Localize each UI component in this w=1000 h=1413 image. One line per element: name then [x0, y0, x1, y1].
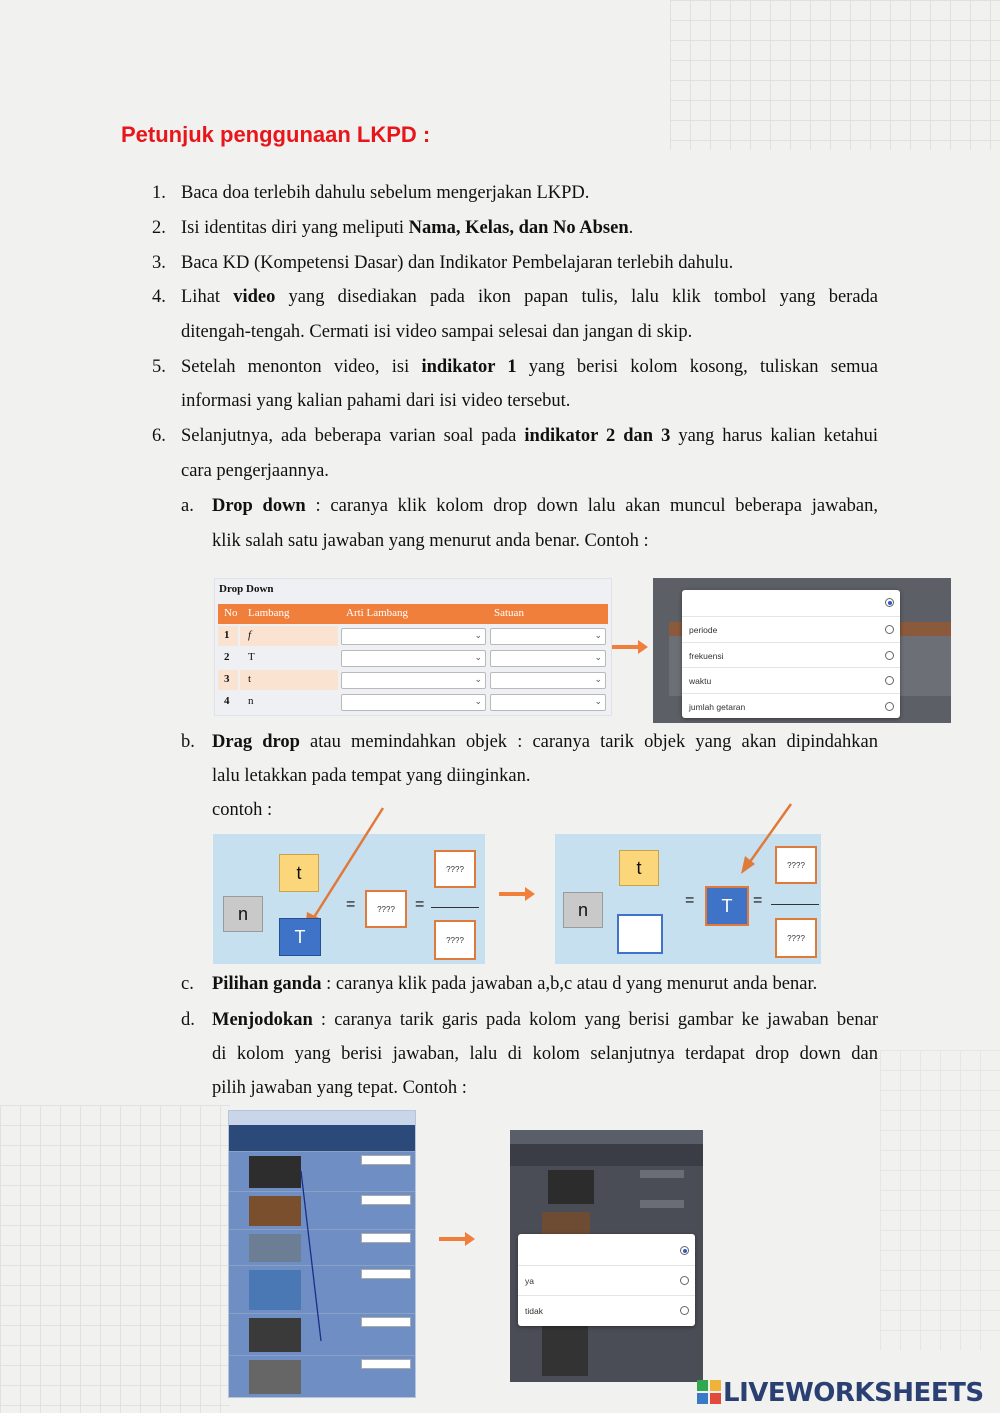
- arti-lambang-select[interactable]: [341, 694, 486, 711]
- matching-option[interactable]: ya: [518, 1265, 695, 1296]
- dropdown-table-row: [218, 648, 608, 668]
- tile-T[interactable]: T: [279, 918, 321, 956]
- sub-item-text: di kolom yang berisi jawaban, lalu di kolom selanjutnya terdapat drop down dan: [212, 1044, 878, 1064]
- row-number: 2: [224, 651, 230, 663]
- arrow-right-icon: [610, 638, 650, 656]
- radio-icon: [680, 1306, 689, 1315]
- step-number: 4.: [152, 287, 166, 307]
- chevron-down-icon: ⌄: [474, 652, 482, 662]
- drop-box-1[interactable]: ????: [365, 890, 407, 928]
- sub-item-letter: d.: [181, 1010, 195, 1030]
- tile-n[interactable]: n: [563, 892, 603, 928]
- page-title: Petunjuk penggunaan LKPD :: [121, 122, 431, 147]
- row-symbol: n: [248, 695, 254, 707]
- row-number: 1: [224, 629, 230, 641]
- sub-item-text: lalu letakkan pada tempat yang diinginkan.: [212, 766, 531, 786]
- tile-n[interactable]: n: [223, 896, 263, 932]
- radio-selected-icon: [680, 1246, 689, 1255]
- matching-example-table: [228, 1110, 416, 1398]
- chevron-down-icon: ⌄: [474, 674, 482, 684]
- tile-T-dropped[interactable]: T: [705, 886, 749, 926]
- dropdown-options-popup: [682, 590, 900, 718]
- radio-icon: [885, 702, 894, 711]
- row-symbol: T: [248, 651, 255, 663]
- arti-lambang-select[interactable]: [341, 628, 486, 645]
- row-symbol: t: [248, 673, 252, 685]
- dropdown-table-row: [218, 670, 608, 690]
- sub-item-text: pilih jawaban yang tepat. Contoh :: [212, 1078, 467, 1098]
- drop-box-denominator[interactable]: ????: [434, 920, 476, 960]
- step-text: Baca doa terlebih dahulu sebelum mengerjakan LKPD.: [181, 183, 590, 203]
- sub-item-text: Drag drop atau memindahkan objek : caranya tarik objek yang akan dipindahkan: [212, 732, 878, 752]
- dropdown-popup-screenshot: [653, 578, 951, 723]
- radio-icon: [885, 625, 894, 634]
- dragdrop-after: t n = T = ???? ????: [555, 834, 821, 964]
- chevron-down-icon: ⌄: [474, 696, 482, 706]
- row-number: 3: [224, 673, 230, 685]
- step-text: Setelah menonton video, isi indikator 1 yang berisi kolom kosong, tuliskan semua: [181, 357, 879, 377]
- sub-item-text: contoh :: [212, 800, 273, 820]
- sub-item-text: Drop down : caranya klik kolom drop down lalu akan muncul beberapa jawaban,: [212, 496, 878, 516]
- radio-selected-icon: [885, 598, 894, 607]
- arrow-right-icon: [437, 1230, 477, 1248]
- row-number: 4: [224, 695, 230, 707]
- header-no: No: [224, 607, 238, 619]
- radio-icon: [680, 1276, 689, 1285]
- sub-item-text: Pilihan ganda : caranya klik pada jawaban a,b,c atau d yang menurut anda benar.: [212, 974, 818, 994]
- step-number: 1.: [152, 183, 166, 203]
- chevron-down-icon: ⌄: [594, 696, 602, 706]
- liveworksheets-logo-icon: [697, 1380, 721, 1404]
- option-empty[interactable]: [518, 1236, 695, 1264]
- row-symbol: f: [248, 629, 252, 641]
- tile-t[interactable]: t: [279, 854, 319, 892]
- header-arti-lambang: Arti Lambang: [346, 607, 409, 619]
- dropdown-table-caption: Drop Down: [219, 583, 274, 595]
- drop-box-denominator[interactable]: ????: [775, 918, 817, 958]
- sub-item-text: Menjodokan : caranya tarik garis pada kolom yang berisi gambar ke jawaban benar: [212, 1010, 878, 1030]
- sub-item-text: klik salah satu jawaban yang menurut anda benar. Contoh :: [212, 531, 649, 551]
- satuan-select[interactable]: [490, 672, 606, 689]
- grid-decoration-right: [880, 1050, 1000, 1350]
- dropdown-option[interactable]: jumlah getaran: [682, 693, 900, 719]
- matching-line: [229, 1111, 415, 1397]
- satuan-select[interactable]: [490, 628, 606, 645]
- dropdown-option[interactable]: periode: [682, 616, 900, 642]
- matching-popup-screenshot: [510, 1130, 703, 1382]
- matching-option[interactable]: tidak: [518, 1295, 695, 1326]
- grid-decoration-bottom: [0, 1105, 230, 1413]
- chevron-down-icon: ⌄: [594, 652, 602, 662]
- arti-lambang-select[interactable]: [341, 650, 486, 667]
- dropdown-table-row: [218, 626, 608, 646]
- chevron-down-icon: ⌄: [594, 674, 602, 684]
- header-lambang: Lambang: [248, 607, 290, 619]
- step-number: 2.: [152, 218, 166, 238]
- step-number: 5.: [152, 357, 166, 377]
- header-satuan: Satuan: [494, 607, 524, 619]
- chevron-down-icon: ⌄: [594, 630, 602, 640]
- step-text: ditengah-tengah. Cermati isi video sampai selesai dan jangan di skip.: [181, 322, 693, 342]
- sub-item-letter: b.: [181, 732, 195, 752]
- dropdown-table-row: [218, 692, 608, 712]
- step-text: Isi identitas diri yang meliputi Nama, Kelas, dan No Absen.: [181, 218, 634, 238]
- tile-t[interactable]: t: [619, 850, 659, 886]
- dropdown-option[interactable]: frekuensi: [682, 642, 900, 668]
- sub-item-letter: a.: [181, 496, 194, 516]
- satuan-select[interactable]: [490, 694, 606, 711]
- step-number: 3.: [152, 253, 166, 273]
- dragdrop-before: t n T = ???? = ???? ????: [213, 834, 485, 964]
- liveworksheets-logo: LIVEWORKSHEETS: [697, 1378, 984, 1408]
- arti-lambang-select[interactable]: [341, 672, 486, 689]
- chevron-down-icon: ⌄: [474, 630, 482, 640]
- matching-options-popup: [518, 1234, 695, 1326]
- drop-box-numerator[interactable]: ????: [775, 846, 817, 884]
- step-text: Selanjutnya, ada beberapa varian soal pada indikator 2 dan 3 yang harus kalian ketahui: [181, 426, 879, 446]
- step-number: 6.: [152, 426, 166, 446]
- dropdown-table-header: [218, 604, 608, 624]
- radio-icon: [885, 651, 894, 660]
- step-text: informasi yang kalian pahami dari isi video tersebut.: [181, 391, 571, 411]
- satuan-select[interactable]: [490, 650, 606, 667]
- drop-box-numerator[interactable]: ????: [434, 850, 476, 888]
- radio-icon: [885, 676, 894, 685]
- option-empty[interactable]: [682, 590, 900, 615]
- arrow-right-icon: [497, 885, 537, 903]
- dropdown-option[interactable]: waktu: [682, 667, 900, 693]
- grid-decoration-top: [670, 0, 1000, 150]
- empty-slot[interactable]: [617, 914, 663, 954]
- dropdown-example-table: [214, 578, 612, 716]
- step-text: cara pengerjaannya.: [181, 461, 329, 481]
- sub-item-letter: c.: [181, 974, 194, 994]
- step-text: Baca KD (Kompetensi Dasar) dan Indikator Pembelajaran terlebih dahulu.: [181, 253, 734, 273]
- step-text: Lihat video yang disediakan pada ikon papan tulis, lalu klik tombol yang berada: [181, 287, 878, 307]
